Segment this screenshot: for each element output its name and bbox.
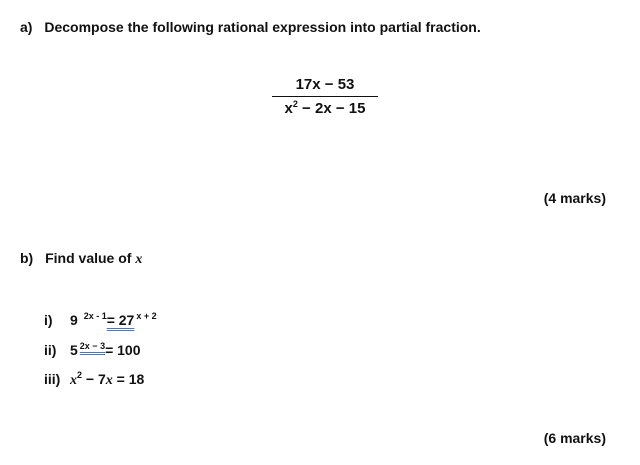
equation-i-base: 9 — [70, 312, 78, 328]
fraction-numerator: 17x − 53 — [295, 76, 355, 93]
rational-expression — [272, 76, 378, 117]
equation-i-numeral: i) — [44, 312, 53, 328]
equation-ii-base: 5 — [70, 342, 78, 358]
denominator-base: x — [284, 100, 293, 118]
question-a-label: a) — [20, 19, 33, 35]
question-b-variable: x — [135, 252, 143, 267]
equation-i-rhs: = 27 — [106, 312, 135, 328]
equation-iii-numeral: iii) — [44, 371, 61, 387]
equation-iii-variable: x — [70, 373, 77, 388]
marks-a: (4 marks) — [543, 190, 606, 206]
equation-i — [44, 312, 157, 328]
equation-ii-numeral: ii) — [44, 342, 57, 358]
question-b-label: b) — [20, 250, 34, 266]
denominator-exponent: 2 — [292, 99, 298, 110]
question-a — [20, 19, 481, 35]
question-b-instruction: Find value of — [45, 250, 132, 266]
equation-i-exponent: 2x - 1 — [83, 311, 107, 321]
denominator-rest: − 2x − 15 — [297, 100, 366, 118]
equation-iii-variable-2: x — [105, 373, 113, 388]
equation-iii-exponent: 2 — [77, 370, 83, 380]
equation-i-rhs-exponent: x + 2 — [136, 311, 157, 321]
fraction-bar — [272, 96, 378, 97]
equation-ii-rhs: = 100 — [105, 342, 141, 358]
question-a-instruction: Decompose the following rational expression into partial fraction. — [44, 19, 481, 35]
fraction-denominator — [272, 100, 378, 117]
equation-iii — [44, 371, 144, 389]
equation-ii — [44, 342, 141, 358]
question-b — [20, 250, 142, 268]
equation-ii-exponent: 2x − 3 — [79, 341, 106, 351]
equation-iii-middle: − 7 — [82, 371, 106, 387]
marks-b: (6 marks) — [543, 430, 606, 446]
equation-iii-rhs: = 18 — [112, 371, 145, 387]
